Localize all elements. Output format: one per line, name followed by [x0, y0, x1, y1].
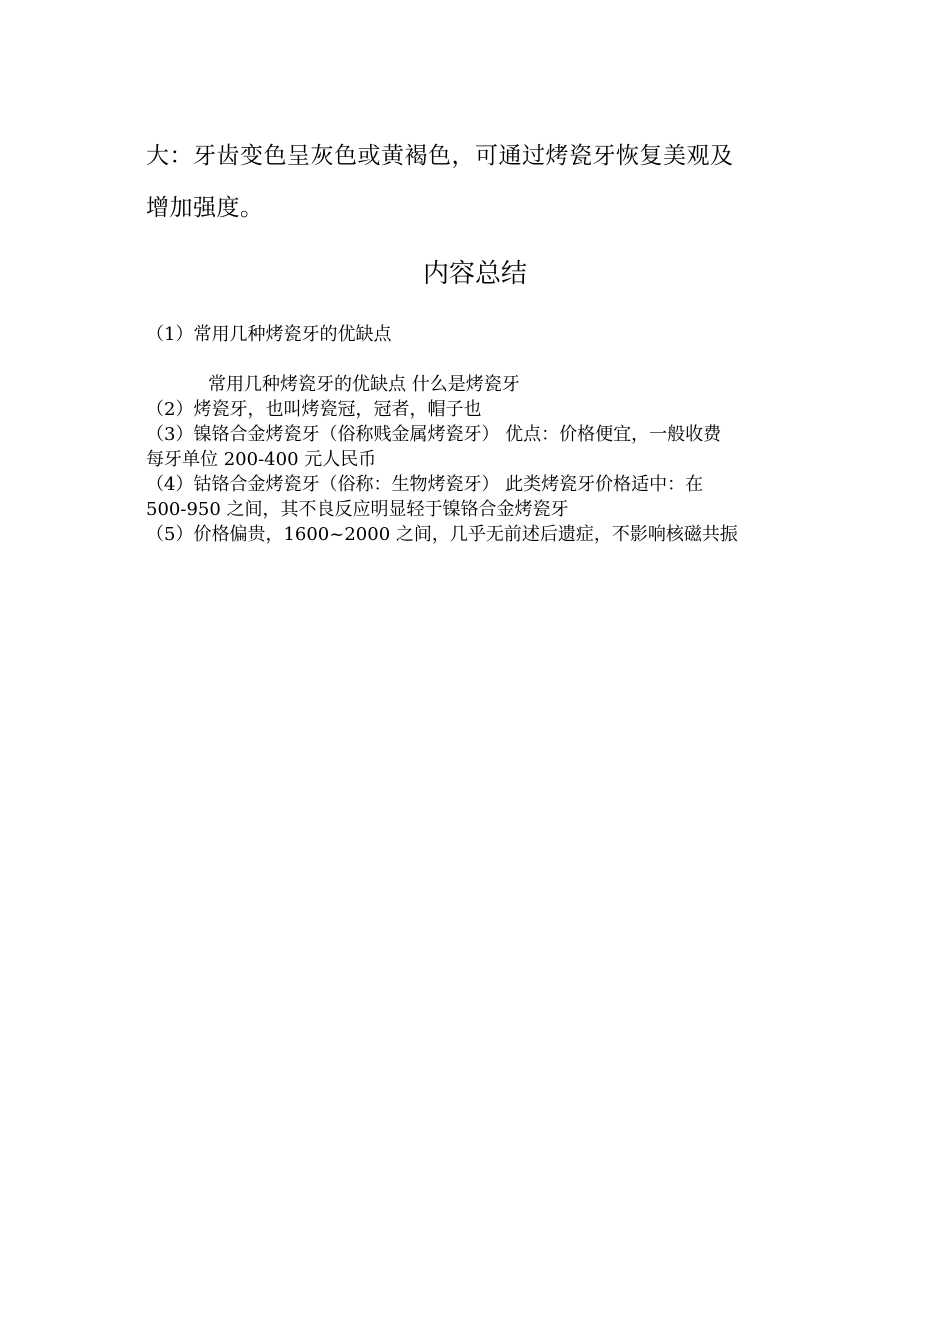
- summary-item-4-line-1: （4）钴铬合金烤瓷牙（俗称：生物烤瓷牙） 此类烤瓷牙价格适中：在: [146, 474, 704, 495]
- summary-item-4-line-2: 500-950 之间，其不良反应明显轻于镍铬合金烤瓷牙: [146, 499, 569, 520]
- summary-item-2: （2）烤瓷牙，也叫烤瓷冠，冠者，帽子也: [146, 399, 482, 420]
- intro-line-2: 增加强度。: [146, 195, 264, 221]
- intro-line-1: 大：牙齿变色呈灰色或黄褐色，可通过烤瓷牙恢复美观及: [146, 143, 734, 169]
- section-title: 内容总结: [422, 259, 527, 289]
- summary-item-5: （5）价格偏贵，1600~2000 之间，几乎无前述后遗症，不影响核磁共振: [146, 524, 738, 545]
- summary-list: [146, 322, 826, 547]
- summary-sub-heading: 常用几种烤瓷牙的优缺点 什么是烤瓷牙: [208, 374, 520, 395]
- summary-item-1: （1）常用几种烤瓷牙的优缺点: [146, 324, 392, 345]
- summary-item-3-line-1: （3）镍铬合金烤瓷牙（俗称贱金属烤瓷牙） 优点：价格便宜，一般收费: [146, 424, 722, 445]
- intro-paragraph: [146, 130, 826, 234]
- summary-item-3-line-2: 每牙单位 200-400 元人民币: [146, 449, 377, 470]
